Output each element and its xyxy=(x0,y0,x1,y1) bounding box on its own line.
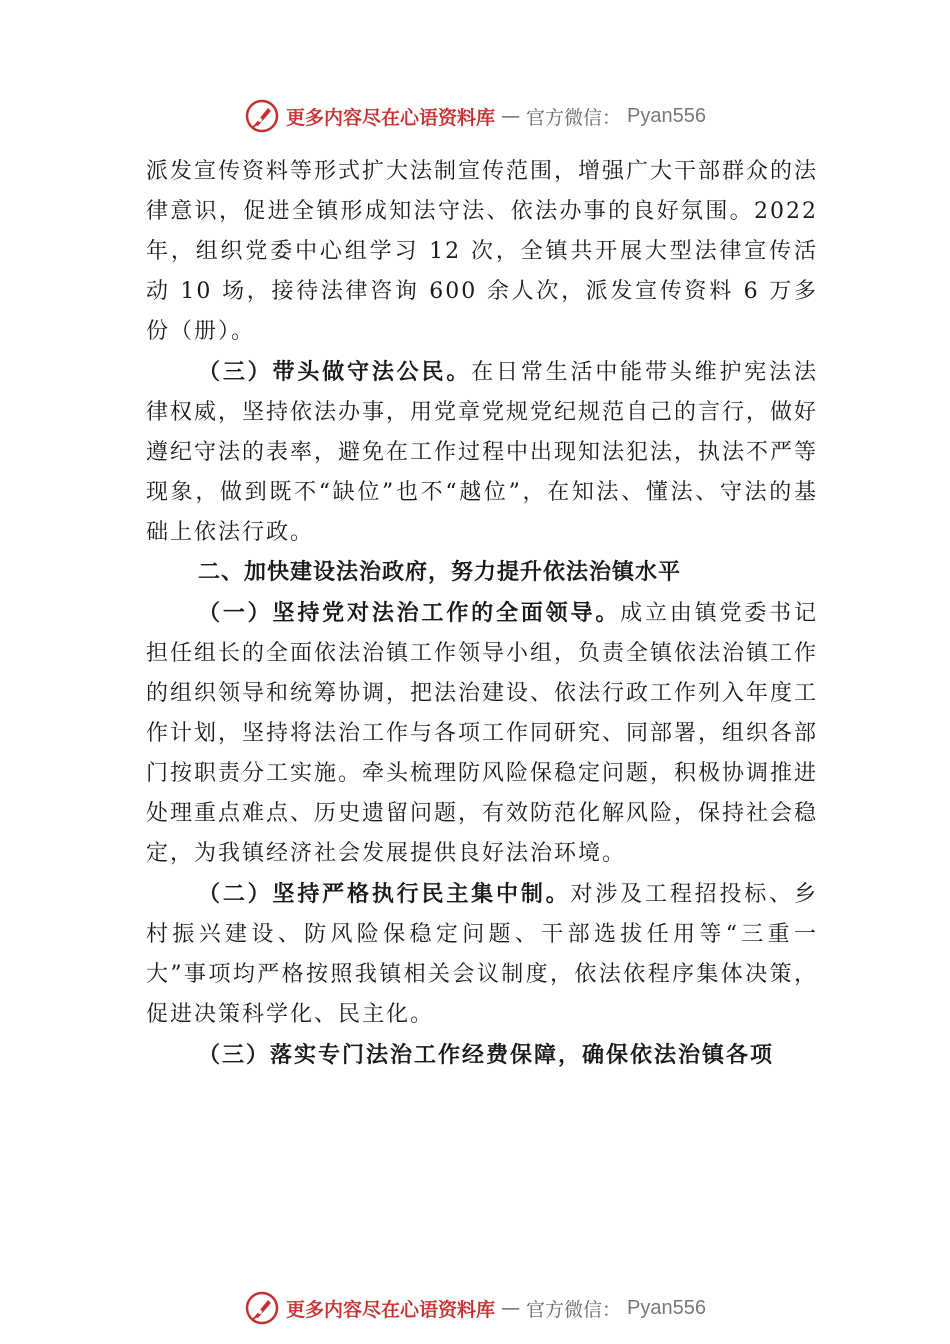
paragraph-text: 在日常生活中能带头维护宪法法律权威，坚持依法办事，用党章党规党纪规范自己的言行，做好遵纪守法的表率，避免在工作过程中出现知法犯法，执法不严等现象，做到既不“缺位”也不“越位”，在知法、懂法、守法的基础上依法行政。 xyxy=(146,360,819,545)
watermark-library-text: 更多内容尽在心语资料库 xyxy=(286,1298,496,1321)
paragraph-lead-heading: （三）落实专门法治工作经费保障，确保依法治镇各项 xyxy=(198,1042,775,1068)
paragraph-democratic-centralism xyxy=(146,874,818,1035)
footer-watermark xyxy=(0,1290,950,1326)
paragraph-text: 成立由镇党委书记担任组长的全面依法治镇工作领导小组，负责全镇依法治镇工作的组织领导和统筹协调，把法治建设、依法行政工作列入年度工作计划，坚持将法治工作与各项工作同研究、同部署，组织各部门按职责分工实施。牵头梳理防风险保稳定问题，积极协调推进处理重点难点、历史遗留问题，有效防范化解风险，保持社会稳定，为我镇经济社会发展提供良好法治环境。 xyxy=(146,601,819,866)
pen-nib-seal-icon xyxy=(244,1290,280,1326)
watermark-dash: — xyxy=(501,1297,521,1319)
watermark-wechat-label: 官方微信： xyxy=(526,106,622,129)
pen-nib-seal-icon xyxy=(244,98,280,134)
watermark-account-id: Pyan556 xyxy=(627,1296,706,1319)
paragraph-law-abiding-citizen xyxy=(146,352,818,553)
paragraph-funding-guarantee xyxy=(146,1035,818,1076)
paragraph-lead-heading: （二）坚持严格执行民主集中制。 xyxy=(198,881,571,907)
document-body xyxy=(146,152,818,1076)
watermark-dash: — xyxy=(501,105,521,127)
header-watermark xyxy=(0,98,950,134)
watermark-account-id: Pyan556 xyxy=(627,104,706,127)
paragraph-text: 对涉及工程招投标、乡村振兴建设、防风险保稳定问题、干部选拔任用等“三重一大”事项均严格按照我镇相关会议制度，依法依程序集体决策，促进决策科学化、民主化。 xyxy=(146,882,818,1027)
watermark-library-text: 更多内容尽在心语资料库 xyxy=(286,106,496,129)
paragraph-lead-heading: （一）坚持党对法治工作的全面领导。 xyxy=(198,600,621,626)
paragraph-party-leadership xyxy=(146,593,818,874)
paragraph-publicity-continued: 派发宣传资料等形式扩大法制宣传范围，增强广大干部群众的法律意识，促进全镇形成知法守法、依法办事的良好氛围。2022 年，组织党委中心组学习 12 次，全镇共开展大型法律宣传活动 10 场，接待法律咨询 600 余人次，派发宣传资料 6 万多份（册）。 xyxy=(146,159,819,344)
watermark-wechat-label: 官方微信： xyxy=(526,1298,622,1321)
section-heading: 二、加快建设法治政府，努力提升依法治镇水平 xyxy=(198,560,682,585)
paragraph-lead-heading: （三）带头做守法公民。 xyxy=(198,359,472,385)
